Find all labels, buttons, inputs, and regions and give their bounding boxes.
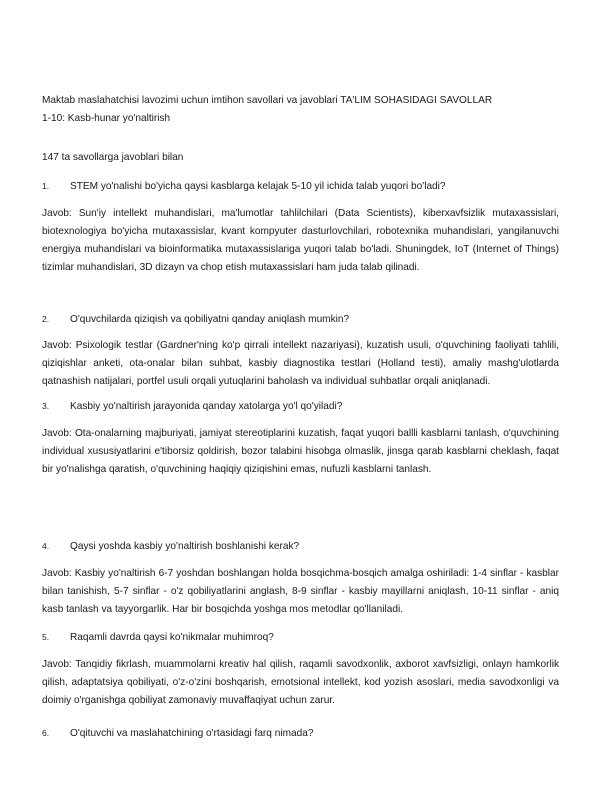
question-text: O'quvchilarda qiziqish va qobiliyatni qanday aniqlash mumkin? [70,314,350,325]
question-text: Raqamli davrda qaysi ko'nikmalar muhimroq? [70,632,274,643]
question-3 [42,397,572,416]
question-5 [42,628,572,647]
document-subtitle: 1-10: Kasb-hunar yo'naltirish [42,113,171,124]
document-title: Maktab maslahatchisi lavozimi uchun imtihon savollari va javoblari TA'LIM SOHASIDAGI SAVOLLAR [42,95,493,106]
answer-3: Javob: Ota-onalarning majburiyati, jamiyat stereotiplarini kuzatish, faqat yuqori ballli kasblarni tanlash, o'quvchining individual xususiyatlarini e'tiborsiz qoldirish, bozor talabini hisobga olmaslik, jinsga qarab kasblarni cheklash, faqat bir yo'nalishga qaratish, o'quvchining haqiqiy qiziqishini emas, nufuzli kasblarni tanlash. [42,428,559,475]
document-intro: 147 ta savollarga javoblari bilan [42,152,184,163]
answer-2: Javob: Psixologik testlar (Gardner'ning ko'p qirrali intellekt nazariyasi), kuzatish usuli, o'quvchining faoliyati tahlili, qiziqishlar anketi, ota-onalar bilan suhbat, kasbiy diagnostika testlari (Holland testi), amaliy mashg'ulotlarda qatnashish natijalari, portfel usuli orqali yutuqlarini baholash va individual suhbatlar orqali aniqlanadi. [42,340,559,387]
question-number: 1. [42,181,50,191]
question-text: STEM yo'nalishi bo'yicha qaysi kasblarga kelajak 5-10 yil ichida talab yuqori bo'ladi? [70,181,446,192]
question-text: O'qituvchi va maslahatchining o'rtasidagi farq nimada? [70,728,314,739]
question-text: Kasbiy yo'naltirish jarayonida qanday xatolarga yo'l qo'yiladi? [70,401,343,412]
answer-5: Javob: Tanqidiy fikrlash, muammolarni kreativ hal qilish, raqamli savodxonlik, axborot xavfsizligi, onlayn hamkorlik qilish, adaptatsiya qobiliyati, o'z-o'zini boshqarish, emotsional intellekt, kod yozish asoslari, media savodxonligi va doimiy o'rganishga qobiliyat zamonaviy muvaffaqiyat uchun zarur. [42,659,559,706]
question-text: Qaysi yoshda kasbiy yo'naltirish boshlanishi kerak? [70,541,300,552]
question-2 [42,310,572,329]
question-number: 2. [42,314,50,324]
answer-4: Javob: Kasbiy yo'naltirish 6-7 yoshdan boshlangan holda bosqichma-bosqich amalga oshiriladi: 1-4 sinflar - kasblar bilan tanishish, 5-7 sinflar - o'z qobiliyatlarini anglash, 8-9 sinflar - kasbiy mayillarni aniqlash, 10-11 sinflar - aniq kasb tanlash va tayyorgarlik. Har bir bosqichda yoshga mos metodlar qo'llaniladi. [42,568,559,615]
question-number: 3. [42,401,50,411]
question-number: 6. [42,728,50,738]
question-1 [42,177,572,196]
question-number: 5. [42,632,50,642]
answer-1: Javob: Sun'iy intellekt muhandislari, ma'lumotlar tahlilchilari (Data Scientists), kiberxavfsizlik mutaxassislari, biotexnologiya bo'yicha mutaxassislar, kvant kompyuter dasturlovchilari, robotexnika muhandislari, yangilanuvchi energiya muhandislari va bioinformatika mutaxassislariga yuqori talab bo'ladi. Shuningdek, IoT (Internet of Things) tizimlar muhandislari, 3D dizayn va chop etish mutaxassislari ham juda talab qilinadi. [42,208,559,273]
question-4 [42,537,572,556]
question-6 [42,724,572,743]
question-number: 4. [42,541,50,551]
